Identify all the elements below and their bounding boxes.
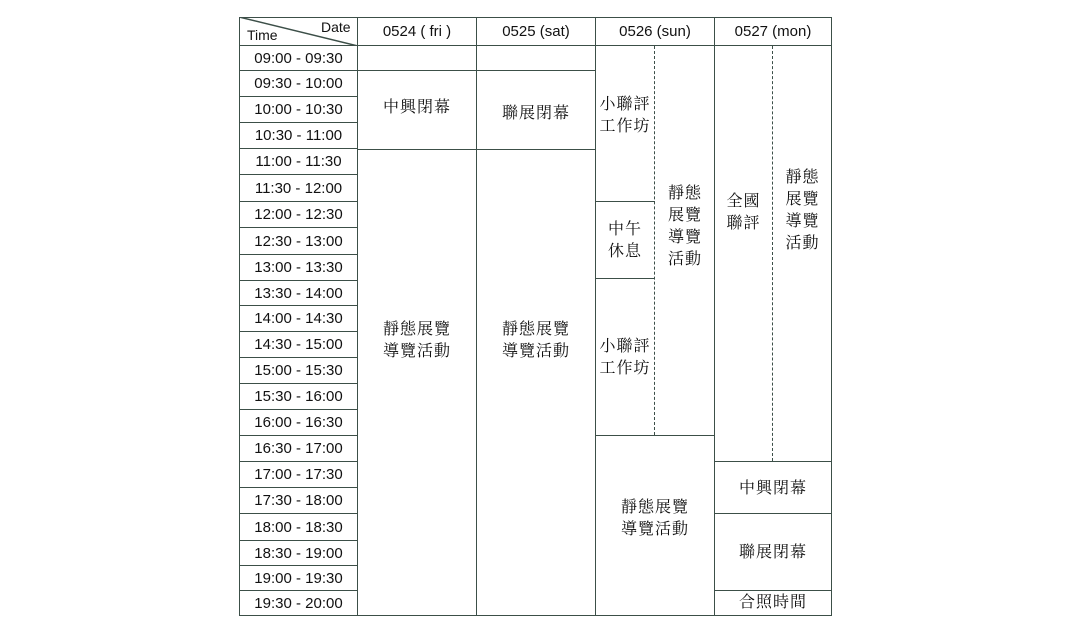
fri-event-static-exhibition	[357, 149, 477, 616]
corner-header-cell	[239, 17, 358, 46]
sun-event-lunch-break	[596, 202, 654, 278]
fri-event-zhongxing-closing	[357, 70, 477, 150]
day-header-fri: 0524 ( fri )	[357, 17, 477, 46]
event-label: 合照時間	[738, 592, 807, 611]
event-label: 小聯評	[599, 336, 651, 355]
time-slot: 15:00 - 15:30	[239, 357, 358, 384]
time-slot: 10:00 - 10:30	[239, 96, 358, 123]
mon-dashed-divider	[772, 46, 773, 461]
event-label: 靜態展覽	[382, 318, 451, 338]
event-label: 聯展閉幕	[501, 103, 570, 122]
time-slot: 19:30 - 20:00	[239, 590, 358, 616]
event-label: 靜態	[785, 166, 820, 186]
time-slot: 14:00 - 14:30	[239, 305, 358, 332]
time-slot: 17:00 - 17:30	[239, 461, 358, 488]
event-label: 導覽活動	[501, 340, 570, 360]
time-slot: 12:30 - 13:00	[239, 227, 358, 255]
sun-dashed-divider	[654, 46, 655, 435]
sat-empty-0900	[476, 45, 596, 71]
event-label: 活動	[785, 232, 820, 252]
mon-event-static-exhibition	[774, 46, 831, 461]
sun-event-static-exhibition-side	[656, 46, 714, 435]
time-slot: 09:30 - 10:00	[239, 70, 358, 97]
event-label: 聯評	[726, 212, 761, 232]
sat-event-static-exhibition	[476, 149, 596, 616]
time-slot: 10:30 - 11:00	[239, 122, 358, 149]
event-label: 中興閉幕	[382, 97, 451, 116]
sun-event-workshop-morning	[596, 46, 654, 201]
time-slot: 16:30 - 17:00	[239, 435, 358, 462]
time-slot: 13:00 - 13:30	[239, 254, 358, 281]
corner-date-label: Date	[321, 19, 351, 35]
mon-event-joint-closing	[714, 513, 832, 591]
event-label: 活動	[667, 248, 702, 268]
event-label: 全國	[726, 190, 761, 210]
day-header-mon: 0527 (mon)	[714, 17, 832, 46]
event-label: 靜態展覽	[620, 496, 689, 516]
mon-event-national-review	[715, 46, 772, 461]
event-label: 工作坊	[599, 115, 651, 135]
time-slot: 14:30 - 15:00	[239, 331, 358, 358]
mon-event-zhongxing-closing	[714, 461, 832, 514]
event-label: 休息	[607, 241, 642, 260]
time-slot: 15:30 - 16:00	[239, 383, 358, 410]
corner-time-label: Time	[247, 27, 278, 43]
time-slot: 11:00 - 11:30	[239, 148, 358, 175]
fri-empty-0900	[357, 45, 477, 71]
time-slot: 16:00 - 16:30	[239, 409, 358, 436]
day-header-sat: 0525 (sat)	[476, 17, 596, 46]
event-label: 導覽	[785, 210, 820, 230]
event-label: 小聯評	[599, 93, 651, 113]
event-label: 展覽	[667, 204, 702, 224]
time-slot: 17:30 - 18:00	[239, 487, 358, 514]
day-header-sun: 0526 (sun)	[595, 17, 715, 46]
event-label: 導覽活動	[620, 518, 689, 538]
time-slot: 18:00 - 18:30	[239, 513, 358, 541]
time-slot: 19:00 - 19:30	[239, 565, 358, 591]
time-slot: 12:00 - 12:30	[239, 201, 358, 228]
mon-event-group-photo	[714, 590, 832, 616]
sun-event-workshop-afternoon	[596, 279, 654, 435]
event-label: 中午	[607, 219, 642, 238]
event-label: 展覽	[785, 188, 820, 208]
event-label: 靜態	[667, 182, 702, 202]
time-slot: 09:00 - 09:30	[239, 45, 358, 71]
time-slot: 11:30 - 12:00	[239, 174, 358, 202]
event-label: 導覽	[667, 226, 702, 246]
time-slot: 13:30 - 14:00	[239, 280, 358, 306]
event-label: 聯展閉幕	[738, 542, 807, 561]
event-label: 導覽活動	[382, 340, 451, 360]
sat-event-joint-closing	[476, 70, 596, 150]
sun-event-static-exhibition-evening	[595, 435, 715, 616]
event-label: 靜態展覽	[501, 318, 570, 338]
event-label: 工作坊	[599, 358, 651, 377]
event-label: 中興閉幕	[738, 477, 807, 497]
time-slot: 18:30 - 19:00	[239, 540, 358, 566]
